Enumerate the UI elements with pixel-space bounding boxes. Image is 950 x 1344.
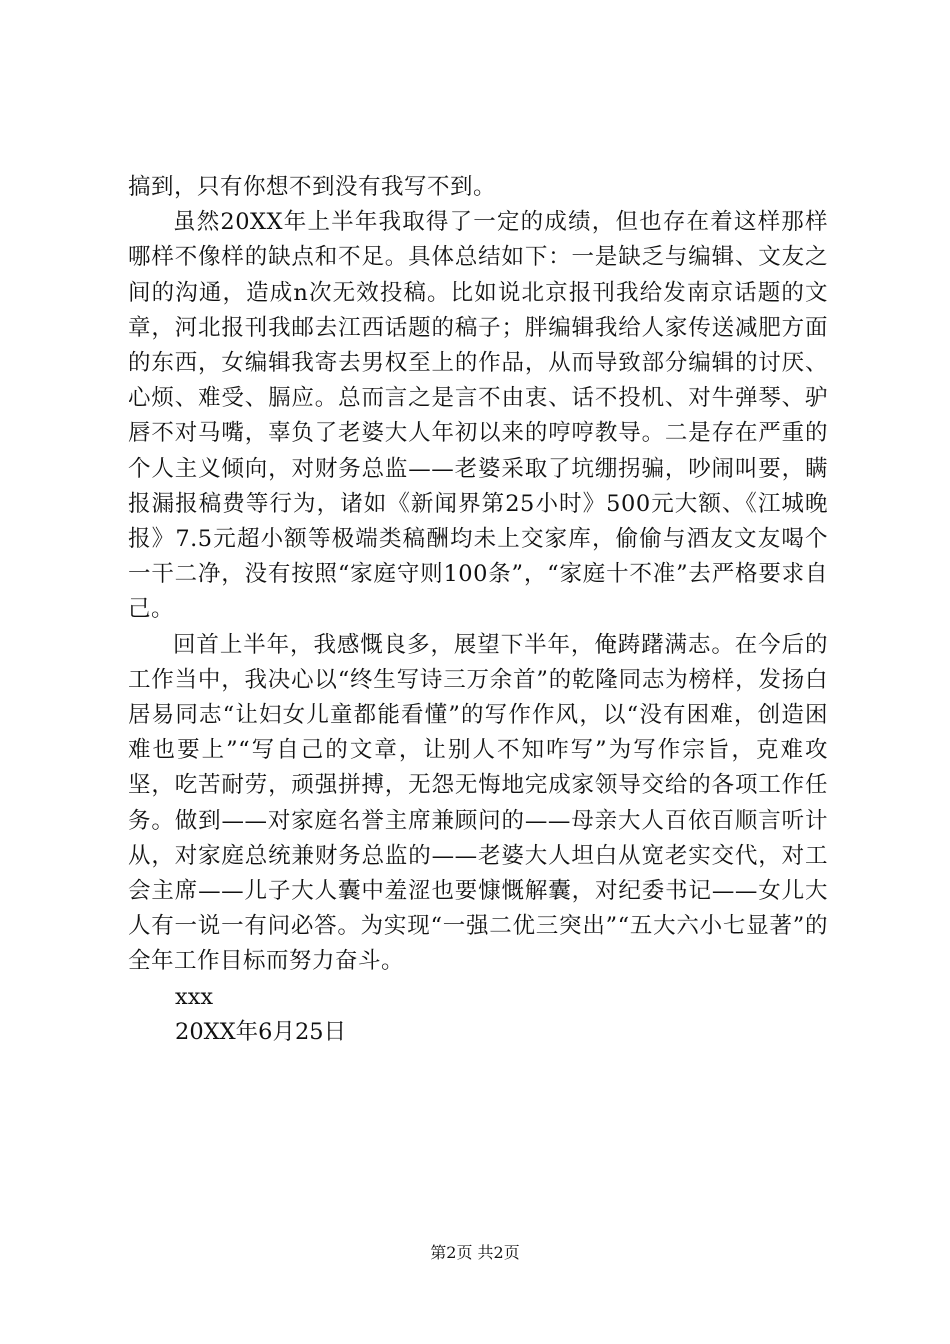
signature-name: xxx <box>175 983 214 1010</box>
signature-date: 20XX年6月25日 <box>175 1018 347 1045</box>
page-footer: 第2页 共2页 <box>430 1243 520 1262</box>
document-body <box>128 170 828 1050</box>
paragraph-outlook: 回首上半年，我感慨良多，展望下半年，俺踌躇满志。在今后的工作当中，我决心以“终生写诗三万余首”的乾隆同志为榜样，发扬白居易同志“让妇女儿童都能看懂”的写作作风，以“没有困难，创造困难也要上”“写自己的文章，让别人不知咋写”为写作宗旨，克难攻坚，吃苦耐劳，顽强拼搏，无怨无悔地完成家领导交给的各项工作任务。做到——对家庭名誉主席兼顾问的——母亲大人百依百顺言听计从，对家庭总统兼财务总监的——老婆大人坦白从宽老实交代，对工会主席——儿子大人囊中羞涩也要慷慨解囊，对纪委书记——女儿大人有一说一有问必答。为实现“一强二优三突出”“五大六小七显著”的全年工作目标而努力奋斗。 <box>128 631 828 975</box>
paragraph-continuation: 搞到，只有你想不到没有我写不到。 <box>128 174 497 200</box>
paragraph-shortcomings: 虽然20XX年上半年我取得了一定的成绩，但也存在着这样那样哪样不像样的缺点和不足。具体总结如下：一是缺乏与编辑、文友之间的沟通，造成n次无效投稿。比如说北京报刊我给发南京话题的文章，河北报刊我邮去江西话题的稿子；胖编辑我给人家传送减肥方面的东西，女编辑我寄去男权至上的作品，从而导致部分编辑的讨厌、心烦、难受、膈应。总而言之是言不由衷、话不投机、对牛弹琴、驴唇不对马嘴，辜负了老婆大人年初以来的哼哼教导。二是存在严重的个人主义倾向，对财务总监——老婆采取了坑绷拐骗，吵闹叫要，瞒报漏报稿费等行为，诸如《新闻界第25小时》500元大额、《江城晚报》7.5元超小额等极端类稿酬均未上交家库，偷偷与酒友文友喝个一干二净，没有按照“家庭守则100条”，“家庭十不准”去严格要求自己。 <box>128 209 828 623</box>
